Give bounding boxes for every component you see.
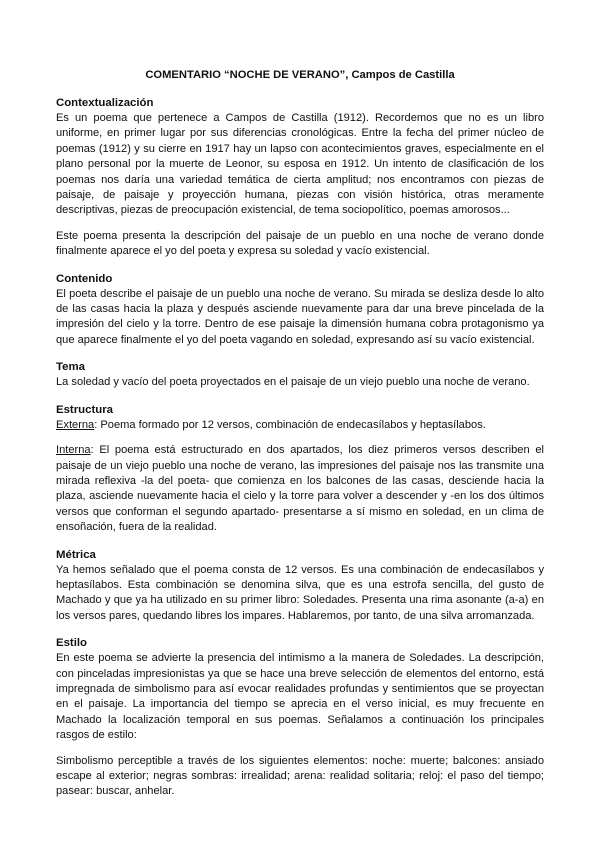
section-metrica [56,548,544,625]
section-estructura [56,403,544,536]
paragraph-estructura-externa [56,418,544,433]
paragraph-estilo-2: Simbolismo perceptible a través de los siguientes elementos: noche: muerte; balcones: ansiado escape al exterior; negras sombras: irrealidad; arena: realidad solitaria; reloj: el paso del tiempo; pasear: buscar, anhelar. [56,754,544,798]
text-externa: : Poema formado por 12 versos, combinación de endecasílabos y heptasílabos. [94,418,486,431]
section-estilo [56,636,544,800]
section-contenido [56,272,544,349]
label-interna: Interna [56,444,91,457]
section-tema [56,360,544,390]
paragraph-estructura-interna [56,443,544,535]
label-externa: Externa [56,418,95,431]
paragraph-estilo-1: En este poema se advierte la presencia del intimismo a la manera de Soledades. La descripción, con pinceladas impresionistas ya que se hace una breve selección de elementos del entorno, está impregnada de simbolismo para así evocar realidades profundas y sentimientos que se proyectan en el paisaje. La importancia del tiempo se aprecia en el verso inicial, es muy frecuente en Machado la localización temporal en sus poemas. Señalamos a continuación los principales rasgos de estilo: [56,652,544,742]
section-contextualizacion [56,96,544,260]
paragraph-contenido: El poeta describe el paisaje de un pueblo una noche de verano. Su mirada se desliza desde lo alto de las casas hacia la plaza y después asciende nuevamente para dar una breve pincelada de la impresión del cielo y la torre. Dentro de ese paisaje la dimensión humana cobra protagonismo ya que aparece finalmente el yo del poeta vagando en soledad, expresando así su vacío existencial. [56,287,544,346]
heading-contextualizacion: Contextualización [56,97,154,109]
document-title: COMENTARIO “NOCHE DE VERANO”, Campos de Castilla [145,69,455,81]
paragraph-contextualizacion-1: Es un poema que pertenece a Campos de Castilla (1912). Recordemos que no es un libro uniforme, en primer lugar por sus diferencias cronológicas. Entre la fecha del primer núcleo de poemas (1912) y su cierre en 1917 hay un lapso con acontecimientos graves, especialmente en el plano personal por la muerte de Leonor, su esposa en 1912. Un intento de clasificación de los poemas nos daría una variedad temática de cierta amplitud; nos encontramos con piezas de paisaje, de paisaje y proyección humana, piezas con visión histórica, otras meramente descriptivas, piezas de preocupación existencial, de tema sociopolítico, poemas amorosos... [56,112,544,217]
paragraph-tema: La soledad y vacío del poeta proyectados en el paisaje de un viejo pueblo una noche de verano. [56,376,530,389]
paragraph-contextualizacion-2: Este poema presenta la descripción del paisaje de un pueblo en una noche de verano donde finalmente aparece el yo del poeta y expresa su soledad y vacío existencial. [56,229,544,258]
heading-tema: Tema [56,361,85,374]
heading-estilo: Estilo [56,637,88,650]
heading-estructura: Estructura [56,403,113,416]
paragraph-metrica: Ya hemos señalado que el poema consta de 12 versos. Es una combinación de endecasílabos y heptasílabos. Esta combinación se denomina silva, que es una estrofa sencilla, del gusto de Machado y que ya ha utilizado en su primer libro: Soledades. Presenta una rima asonante (a-a) en los versos pares, quedando libres los impares. Hablaremos, por tanto, de una silva arromanzada. [56,563,544,622]
text-interna: : El poema está estructurado en dos apartados, los diez primeros versos describen el paisaje de un viejo pueblo una noche de verano, las impresiones del paisaje nos las transmite una mirada reflexiva -la del poeta- que comienza en los balcones de las casas, desciende hacia la plaza, asciende nuevamente hacia el cielo y la torre para volver a descender y -en los dos últimos versos que conforman el segundo apartado- presentarse a sí mismo en soledad, en un clima de ensoñación, fuera de la realidad. [56,444,544,534]
heading-metrica: Métrica [56,548,96,561]
heading-contenido: Contenido [56,272,113,285]
